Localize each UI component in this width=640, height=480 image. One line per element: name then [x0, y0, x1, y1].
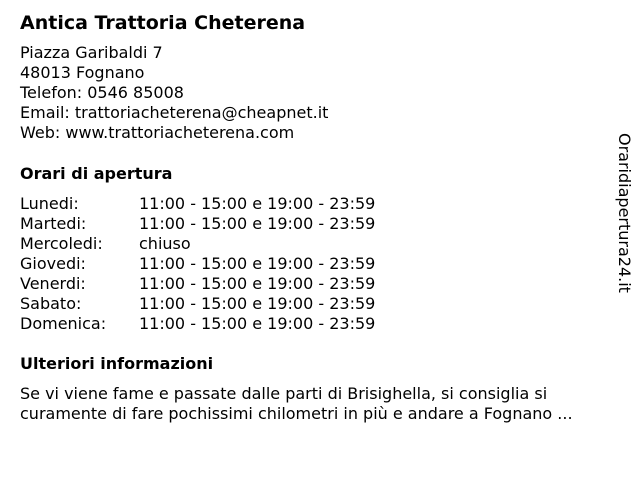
- hours-day: Martedi:: [20, 214, 87, 233]
- description-line: curamente di fare pochissimi chilometri in più e andare a Fognano ...: [20, 404, 573, 423]
- hours-day: Mercoledi:: [20, 234, 103, 253]
- opening-hours-heading: Orari di apertura: [20, 164, 173, 183]
- hours-time: 11:00 - 15:00 e 19:00 - 23:59: [139, 214, 376, 233]
- contact-block: [20, 43, 328, 143]
- hours-time: 11:00 - 15:00 e 19:00 - 23:59: [139, 254, 376, 273]
- hours-time: chiuso: [139, 234, 191, 253]
- further-info-heading: Ulteriori informazioni: [20, 354, 214, 373]
- website-address: Web: www.trattoriacheterena.com: [20, 123, 295, 142]
- email-address: Email: trattoriacheterena@cheapnet.it: [20, 103, 329, 122]
- hours-time: 11:00 - 15:00 e 19:00 - 23:59: [139, 274, 376, 293]
- phone-number: Telefon: 0546 85008: [20, 83, 184, 102]
- description-text: [20, 384, 630, 424]
- hours-time: 11:00 - 15:00 e 19:00 - 23:59: [139, 194, 376, 213]
- description-line: Se vi viene fame e passate dalle parti di Brisighella, si consiglia si: [20, 384, 548, 403]
- hours-day: Domenica:: [20, 314, 107, 333]
- hours-day: Giovedi:: [20, 254, 86, 273]
- site-watermark: Oraridiapertura24.it: [615, 133, 634, 293]
- hours-day: Venerdi:: [20, 274, 86, 293]
- hours-day: Lunedi:: [20, 194, 79, 213]
- hours-time: 11:00 - 15:00 e 19:00 - 23:59: [139, 294, 376, 313]
- business-name: Antica Trattoria Cheterena: [20, 12, 306, 34]
- hours-day: Sabato:: [20, 294, 82, 313]
- hours-time: 11:00 - 15:00 e 19:00 - 23:59: [139, 314, 376, 333]
- address-street: Piazza Garibaldi 7: [20, 43, 163, 62]
- address-city: 48013 Fognano: [20, 63, 145, 82]
